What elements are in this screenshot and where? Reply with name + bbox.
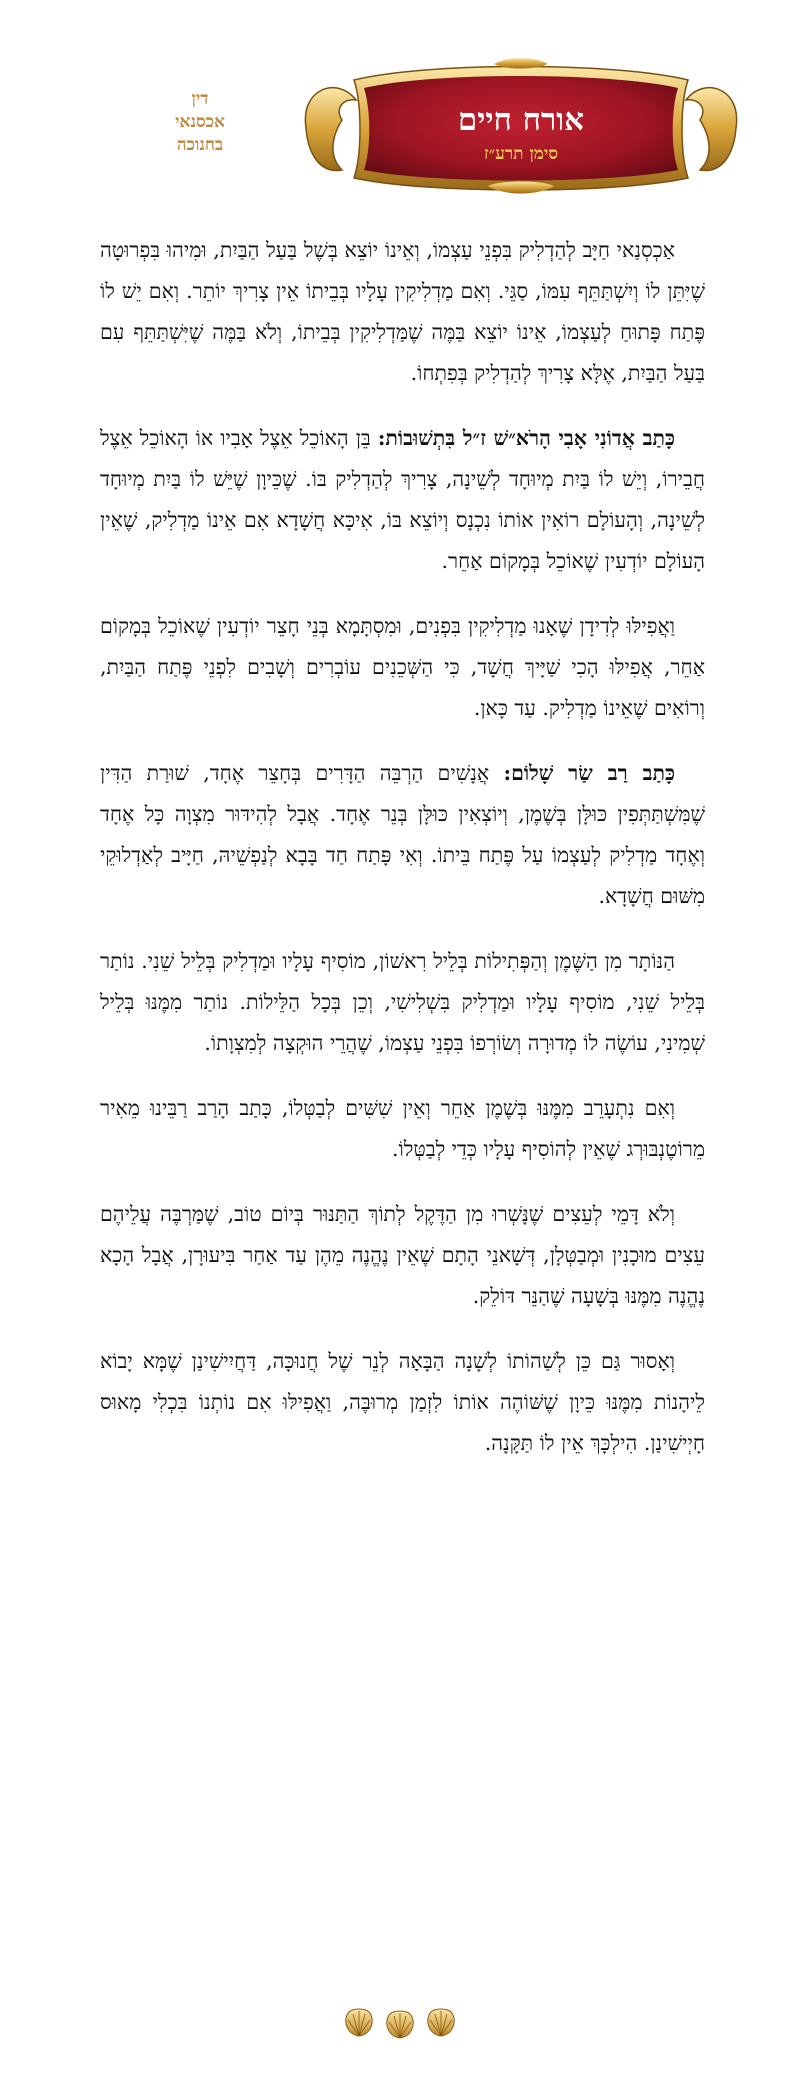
paragraph-text: הַנּוֹתָר מִן הַשֶּׁמֶן וְהַפְּתִילוֹת בְּלֵיל רִאשׁוֹן, מוֹסִיף עָלָיו וּמַדְלִיק בְּלֵיל שֵׁנִי. נוֹתַר בְּלֵיל שֵׁנִי, מוֹסִיף עָלָיו וּמַדְלִיק בִּשְׁלִישִׁי, וְכֵן בְּכָל הַלֵּילוֹת. נוֹתַר מִמֶּנּוּ בְּלֵיל שְׁמִינִי, עוֹשֶׂה לוֹ מְדוּרָה וְשׂוֹרְפוֹ בִּפְנֵי עַצְמוֹ, שֶׁהֲרֵי הוּקְצָה לְמִצְוָתוֹ.: [100, 949, 705, 1055]
page-title: אורח חיים: [457, 102, 585, 138]
paragraph-text: וְאִם נִתְעָרֵב מִמֶּנּוּ בְּשֶׁמֶן אַחֵר וְאֵין שִׁשִּׁים לְבַטְּלוֹ, כָּתַב הָרַב רַבֵּינוּ מֵאִיר מֵרוֹטֶנְבּוּרְג שֶׁאֵין לְהוֹסִיף עָלָיו כְּדֵי לְבַטְּלוֹ.: [100, 1096, 705, 1161]
banner-text: [298, 58, 744, 198]
side-title: [140, 88, 260, 157]
shell-icon: [346, 2009, 372, 2036]
paragraph: [100, 941, 705, 1064]
paragraph: [100, 418, 705, 582]
paragraph: [100, 753, 705, 917]
paragraph-text: אַכְסְנַאי חַיָּב לְהַדְלִיק בִּפְנֵי עַצְמוֹ, וְאֵינוֹ יוֹצֵא בְּשֶׁל בַּעַל הַבַּיִת, וּמִיהוּ בִּפְרוּטָה שֶׁיִּתֵּן לוֹ וְיִשְׁתַּתֵּף עִמּוֹ, סַגֵּי. וְאִם מַדְלִיקִין עָלָיו בְּבֵיתוֹ אֵין צָרִיךְ יוֹתֵר. וְאִם יֵשׁ לוֹ פֶּתַח פָּתוּחַ לְעַצְמוֹ, אֵינוֹ יוֹצֵא בַּמֶּה שֶׁמַּדְלִיקִין בְּבֵיתוֹ, וְלֹא בַּמֶּה שֶׁיִּשְׁתַּתֵּף עִם בַּעַל הַבַּיִת, אֶלָּא צָרִיךְ לְהַדְלִיק בְּפִתְחוֹ.: [100, 238, 705, 385]
side-title-line: בחנוכה: [176, 135, 224, 155]
paragraph-lead: כָּתַב רַב שַׂר שָׁלוֹם:: [503, 761, 675, 785]
paragraph: [100, 1341, 705, 1464]
three-shells-icon: [339, 2004, 461, 2040]
paragraph-text: וַאֲפִילּוּ לְדִידָן שֶׁאָנוּ מַדְלִיקִין בִּפְנִים, וּמִסְתָּמָא בְּנֵי חָצֵר יוֹדְעִין שֶׁאוֹכֵל בְּמָקוֹם אַחֵר, אֲפִילּוּ הָכִי שַׁיָּיךְ חֲשָׁד, כִּי הַשְּׁכֵנִים עוֹבְרִים וְשָׁבִים לִפְנֵי פֶּתַח הַבַּיִת, וְרוֹאִים שֶׁאֵינוֹ מַדְלִיק. עַד כָּאן.: [100, 614, 705, 720]
paragraph-lead: כָּתַב אֲדוֹנִי אָבִי הָרֹא״שׁ ז״ל בִּתְשׁוּבוֹת:: [377, 426, 675, 450]
paragraph: [100, 230, 705, 394]
paragraph: [100, 1194, 705, 1317]
side-title-line: אכסנאי: [175, 112, 225, 132]
paragraph: [100, 606, 705, 729]
paragraph-text: בֵּן הָאוֹכֵל אֵצֶל אָבִיו אוֹ הָאוֹכֵל אֵצֶל חֲבֵירוֹ, וְיֵשׁ לוֹ בַּיִת מְיוּחָד לְשֵׁינָה, צָרִיךְ לְהַדְלִיק בּוֹ. שֶׁכֵּיוָן שֶׁיֵּשׁ לוֹ בַּיִת מְיוּחָד לְשֵׁינָה, וְהָעוֹלָם רוֹאִין אוֹתוֹ נִכְנָס וְיוֹצֵא בּוֹ, אִיכָּא חֲשָׁדָא אִם אֵינוֹ מַדְלִיק, שֶׁאֵין הָעוֹלָם יוֹדְעִין שֶׁאוֹכֵל בְּמָקוֹם אַחֵר.: [100, 426, 705, 573]
shell-icon: [387, 2011, 413, 2038]
shell-icon: [428, 2009, 454, 2036]
paragraph-text: וְלֹא דָּמֵי לְעֵצִים שֶׁנָּשְׁרוּ מִן הַדֶּקֶל לְתוֹךְ הַתַּנּוּר בְּיוֹם טוֹב, שֶׁמַּרְבֶּה עֲלֵיהֶם עֵצִים מוּכָנִין וּמְבַטְּלָן, דְּשָׁאנֵי הָתָם שֶׁאֵין נֶהֱנֶה מֵהֶן עַד אַחַר בִּיעוּרָן, אֲבָל הָכָא נֶהֱנֶה מִמֶּנּוּ בְּשָׁעָה שֶׁהַנֵּר דּוֹלֵק.: [100, 1202, 705, 1308]
paragraph-text: וְאָסוּר גַּם כֵּן לְשַׁהוֹתוֹ לְשָׁנָה הַבָּאָה לְנֵר שֶׁל חֲנוּכָּה, דַּחֲיִישִׁינַן שֶׁמָּא יָבוֹא לֵיהָנוֹת מִמֶּנּוּ כֵּיוָן שֶׁשּׁוֹהֶה אוֹתוֹ לִזְמַן מְרוּבֶּה, וַאֲפִילּוּ אִם נוֹתְנוֹ בִּכְלִי מָאוּס חָיְישִׁינַן. הִילְכָּךְ אֵין לוֹ תַּקָּנָה.: [100, 1349, 705, 1455]
halacha-text: [100, 230, 705, 1488]
siman-subtitle: סימן תרע״ז: [484, 144, 558, 164]
paragraph-text: אֲנָשִׁים הַרְבֵּה הַדָּרִים בְּחָצֵר אֶחָד, שׁוּרַת הַדִּין שֶׁמִּשְׁתַּתְּפִין כּוּלָּן בְּשֶׁמֶן, וְיוֹצְאִין כּוּלָּן בְּנֵר אֶחָד. אֲבָל לְהִידּוּר מִצְוָה כָּל אֶחָד וְאֶחָד מַדְלִיק לְעַצְמוֹ עַל פֶּתַח בֵּיתוֹ. וְאִי פָּתַח חַד בָּבָא לְנַפְשֵׁיהּ, חַיָּיב לְאַדְלוּקֵי מִשּׁוּם חֲשָׁדָא.: [100, 761, 705, 908]
side-title-line: דין: [191, 89, 209, 109]
paragraph: [100, 1088, 705, 1170]
